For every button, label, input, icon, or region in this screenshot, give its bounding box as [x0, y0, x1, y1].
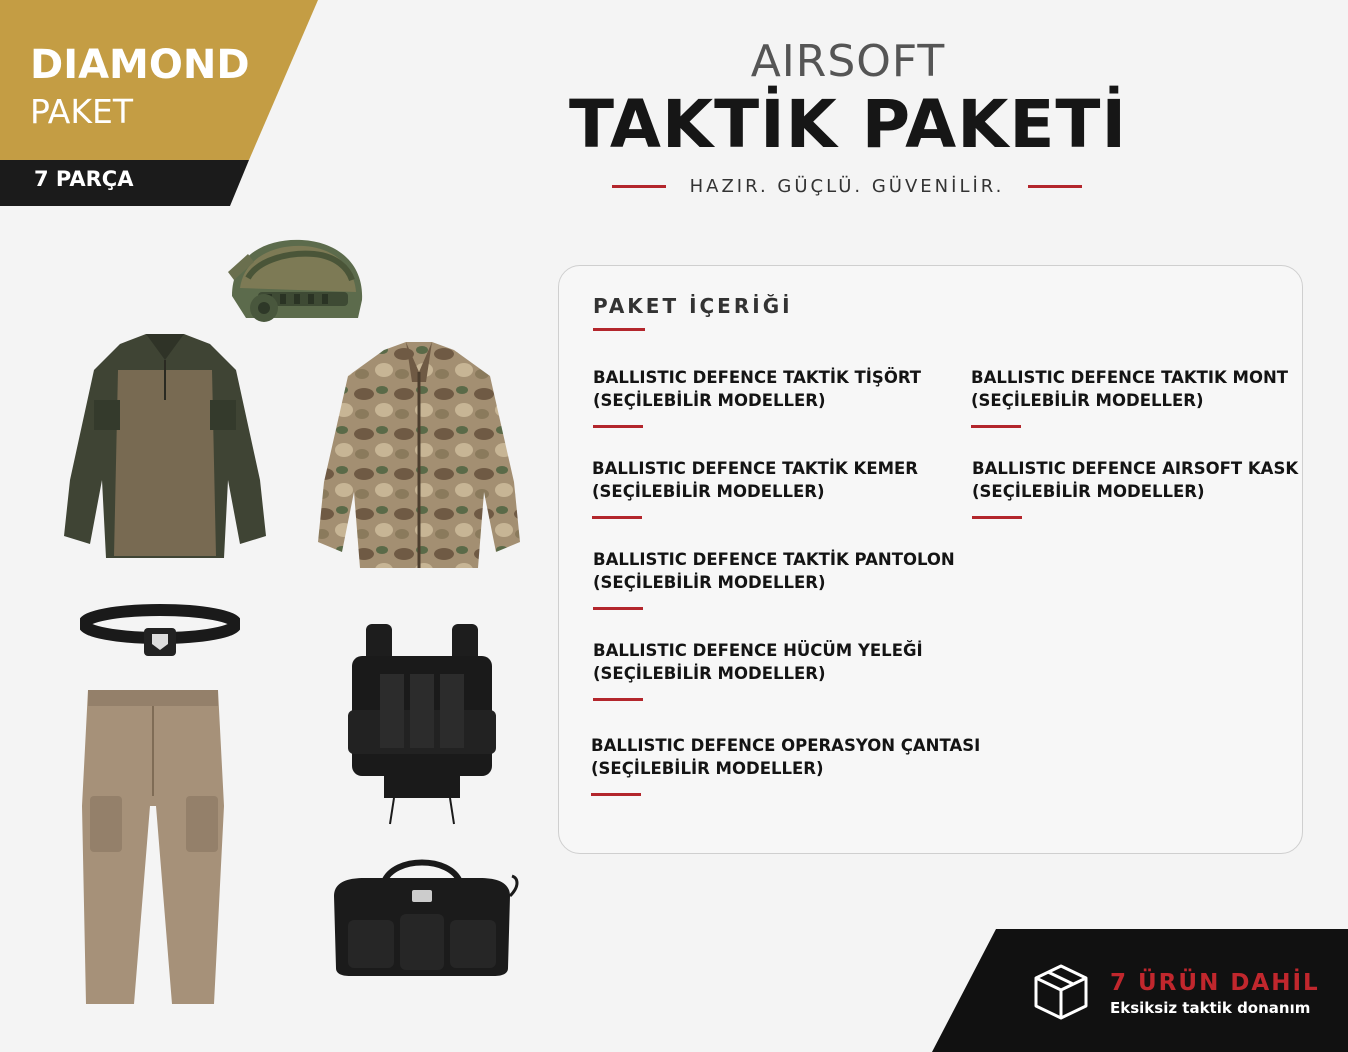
item-divider	[972, 516, 1022, 519]
duffel-bag-icon	[324, 856, 520, 980]
box-icon	[1032, 962, 1090, 1022]
belt-icon	[80, 600, 240, 660]
badge-count: 7 PARÇA	[34, 167, 134, 191]
banner-title: 7 ÜRÜN DAHİL	[1110, 970, 1320, 996]
list-item	[593, 548, 953, 610]
item-name: BALLISTIC DEFENCE HÜCÜM YELEĞİ	[593, 641, 923, 660]
plate-carrier-vest-icon	[344, 620, 500, 828]
item-name: BALLISTIC DEFENCE TAKTİK TİŞÖRT	[593, 368, 922, 387]
badge-title: DIAMOND	[30, 42, 250, 88]
item-divider	[592, 516, 642, 519]
item-name: BALLISTIC DEFENCE TAKTİK KEMER	[592, 459, 918, 478]
header-pretitle: AIRSOFT	[750, 36, 946, 87]
list-item	[592, 457, 952, 519]
page-title: TAKTİK PAKETİ	[568, 86, 1127, 163]
item-note: (SEÇİLEBİLİR MODELLER)	[591, 759, 824, 778]
helmet-icon	[218, 234, 368, 326]
tagline-row	[612, 172, 1082, 200]
list-item	[971, 366, 1331, 428]
item-divider	[593, 698, 643, 701]
banner-subtitle: Eksiksiz taktik donanım	[1110, 999, 1311, 1017]
list-item	[593, 366, 953, 428]
item-name: BALLISTIC DEFENCE OPERASYON ÇANTASI	[591, 736, 981, 755]
item-note: (SEÇİLEBİLİR MODELLER)	[593, 391, 826, 410]
list-item	[972, 457, 1332, 519]
card-title: PAKET İÇERİĞİ	[593, 294, 793, 318]
item-divider	[593, 607, 643, 610]
list-item	[591, 734, 981, 796]
item-note: (SEÇİLEBİLİR MODELLER)	[972, 482, 1205, 501]
item-note: (SEÇİLEBİLİR MODELLER)	[592, 482, 825, 501]
item-note: (SEÇİLEBİLİR MODELLER)	[971, 391, 1204, 410]
tagline: HAZIR. GÜÇLÜ. GÜVENİLİR.	[689, 175, 1005, 197]
item-note: (SEÇİLEBİLİR MODELLER)	[593, 573, 826, 592]
item-name: BALLISTIC DEFENCE TAKTİK PANTOLON	[593, 550, 955, 569]
item-divider	[591, 793, 641, 796]
tagline-line-left	[612, 185, 666, 188]
package-contents-card	[558, 265, 1303, 854]
item-divider	[593, 425, 643, 428]
badge-subtitle: PAKET	[30, 92, 134, 131]
item-name: BALLISTIC DEFENCE TAKTIK MONT	[971, 368, 1289, 387]
item-divider	[971, 425, 1021, 428]
camo-jacket-icon	[314, 342, 524, 578]
item-name: BALLISTIC DEFENCE AIRSOFT KASK	[972, 459, 1299, 478]
item-note: (SEÇİLEBİLİR MODELLER)	[593, 664, 826, 683]
tactical-shirt-icon	[60, 330, 270, 566]
list-item	[593, 639, 953, 701]
card-title-underline	[593, 328, 645, 331]
tagline-line-right	[1028, 185, 1082, 188]
cargo-pants-icon	[80, 686, 228, 1008]
